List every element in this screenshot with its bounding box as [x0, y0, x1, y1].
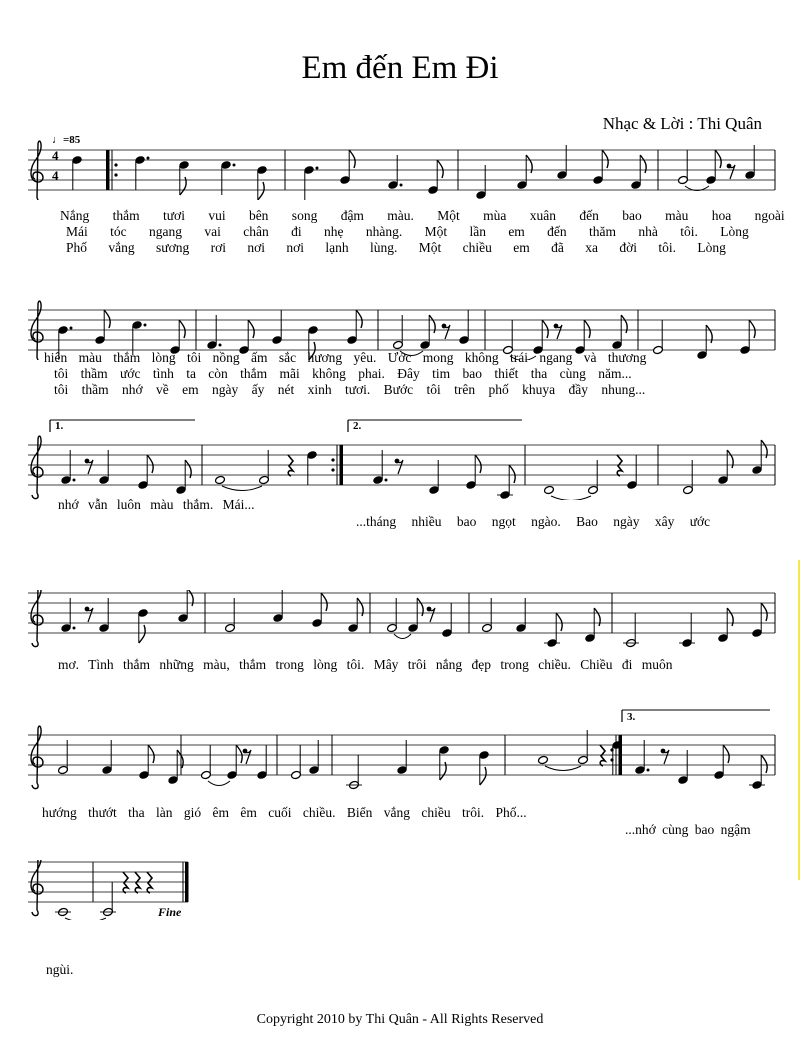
note — [340, 150, 356, 185]
tie — [394, 634, 411, 639]
note — [307, 450, 318, 485]
repeat-dot — [114, 163, 117, 166]
staff-system-1 — [0, 140, 800, 200]
lyric-line-6: ngùi. — [46, 962, 74, 977]
quarter-rest-icon — [288, 455, 293, 476]
note — [623, 613, 639, 648]
staff-lines — [28, 862, 188, 902]
note — [347, 310, 363, 345]
staff-system-5 — [0, 700, 800, 790]
repeat-start-thick — [106, 150, 110, 190]
eighth-rest-icon — [727, 164, 735, 179]
lyric-line-2-verse-1: hiên màu thắm lòng tôi nồng ấm sắc hương yêu. Ước mong không trái ngang và thương — [44, 350, 647, 365]
lyric-line-5b: ...nhớ cùng bao ngậm — [625, 822, 751, 837]
quarter-rest-icon — [147, 872, 152, 893]
note — [459, 310, 470, 345]
note — [291, 745, 302, 780]
note — [593, 150, 609, 185]
note — [72, 155, 83, 190]
note — [442, 603, 453, 638]
eighth-rest-icon — [85, 459, 93, 474]
quarter-rest-icon — [617, 455, 622, 476]
first-ending-label: 1. — [55, 420, 64, 432]
treble-clef-icon — [31, 436, 43, 498]
fine-marking: Fine — [158, 905, 182, 919]
repeat-dot — [331, 468, 334, 471]
lyric-line-4: mơ. Tình thắm những màu, thắm trong lòng tôi. Mây trôi nắng đẹp trong chiều. Chiều đi muôn — [58, 657, 673, 672]
note — [678, 150, 689, 185]
treble-clef-icon — [31, 860, 43, 916]
quarter-rest-icon — [135, 872, 140, 893]
time-signature-bottom: 4 — [52, 168, 59, 183]
note — [100, 882, 116, 917]
note — [679, 613, 695, 648]
note — [706, 150, 722, 185]
eighth-rest-icon — [661, 749, 669, 764]
lyric-line-1-verse-3: Phố vắng sương rơi nơi nơi lạnh lùng. Một chiều em đã xa đời tôi. Lòng — [66, 240, 726, 255]
note — [273, 590, 284, 623]
lyric-line-1-verse-1: Nắng thắm tươi vui bên song đậm màu. Một mùa xuân đến bao màu hoa ngoài — [60, 208, 785, 223]
time-signature-top: 4 — [52, 148, 59, 163]
note — [201, 745, 212, 780]
note — [752, 603, 768, 638]
note — [497, 465, 515, 500]
repeat-end-thick — [619, 735, 623, 775]
repeat-dot — [610, 748, 613, 751]
note — [466, 455, 482, 490]
treble-clef-icon — [31, 590, 43, 647]
note — [544, 485, 555, 494]
repeat-dot — [610, 758, 613, 761]
note — [178, 590, 194, 623]
copyright-notice: Copyright 2010 by Thi Quân - All Rights Reserved — [256, 1012, 544, 1027]
treble-clef-icon — [31, 726, 43, 788]
third-ending-label: 3. — [627, 711, 636, 723]
tie — [208, 781, 230, 786]
note — [138, 455, 154, 490]
lyric-line-1-verse-2: Mái tóc ngang vai chân đi nhẹ nhàng. Một lần em đến thăm nhà tôi. Lòng — [66, 224, 749, 239]
song-title: Em đến Em Đi — [301, 50, 499, 86]
note — [538, 755, 549, 764]
note — [544, 613, 562, 648]
repeat-end-thick — [340, 445, 344, 485]
note — [346, 755, 362, 790]
tie — [222, 486, 262, 491]
note — [257, 745, 268, 780]
staff-system-4 — [0, 590, 800, 650]
note — [428, 160, 444, 195]
second-ending-label: 2. — [353, 420, 362, 432]
eighth-rest-icon — [554, 324, 562, 339]
third-ending-bracket — [622, 710, 770, 722]
note — [627, 455, 638, 490]
note — [749, 755, 767, 790]
eighth-rest-icon — [85, 607, 93, 622]
note — [135, 155, 150, 190]
note — [479, 750, 490, 785]
note — [95, 310, 111, 345]
quarter-rest-icon — [123, 872, 128, 893]
lyric-line-5a: hướng thướt tha làn gió êm êm cuối chiều. Biển vắng chiều trôi. Phố... — [42, 805, 527, 820]
note — [272, 310, 283, 345]
note — [227, 745, 243, 780]
lyric-line-2-verse-3: tôi thầm nhớ về em ngày ấy nét xinh tươi. Bước tôi trên phố khuya đầy nhung... — [54, 382, 646, 397]
note — [215, 475, 226, 484]
repeat-dot — [331, 458, 334, 461]
tempo-marking: ♩=85 — [52, 134, 81, 146]
note — [257, 165, 268, 200]
eighth-rest-icon — [243, 749, 251, 764]
tie — [65, 918, 106, 920]
repeat-dot — [114, 173, 117, 176]
lyric-line-3a: nhớ vẫn luôn màu thắm. Mái... — [58, 497, 255, 512]
tie — [551, 496, 591, 500]
staff-system-3 — [0, 410, 800, 500]
tie — [545, 766, 581, 771]
note — [55, 907, 71, 916]
note — [139, 745, 155, 780]
lyric-line-2-verse-2: tôi thầm ước tình ta còn thắm mãi không phai. Đây tim bao thiết tha cùng năm... — [54, 366, 632, 381]
note — [312, 593, 328, 628]
lyric-line-3b: ...tháng nhiều bao ngọt ngào. Bao ngày xây ước — [356, 514, 711, 529]
note — [740, 320, 756, 355]
second-ending-bracket — [348, 420, 522, 432]
composer-credit: Nhạc & Lời : Thi Quân — [602, 114, 762, 133]
staff-system-6 — [0, 860, 800, 920]
note — [653, 320, 664, 355]
final-barline-thick — [185, 862, 189, 902]
first-ending-bracket — [50, 420, 195, 432]
time-signature — [52, 148, 59, 183]
quarter-rest-icon — [600, 745, 605, 766]
eighth-rest-icon — [395, 459, 403, 474]
eighth-rest-icon — [427, 607, 435, 622]
note — [304, 165, 319, 200]
note — [138, 608, 149, 643]
note — [714, 745, 730, 780]
eighth-rest-icon — [442, 324, 450, 339]
